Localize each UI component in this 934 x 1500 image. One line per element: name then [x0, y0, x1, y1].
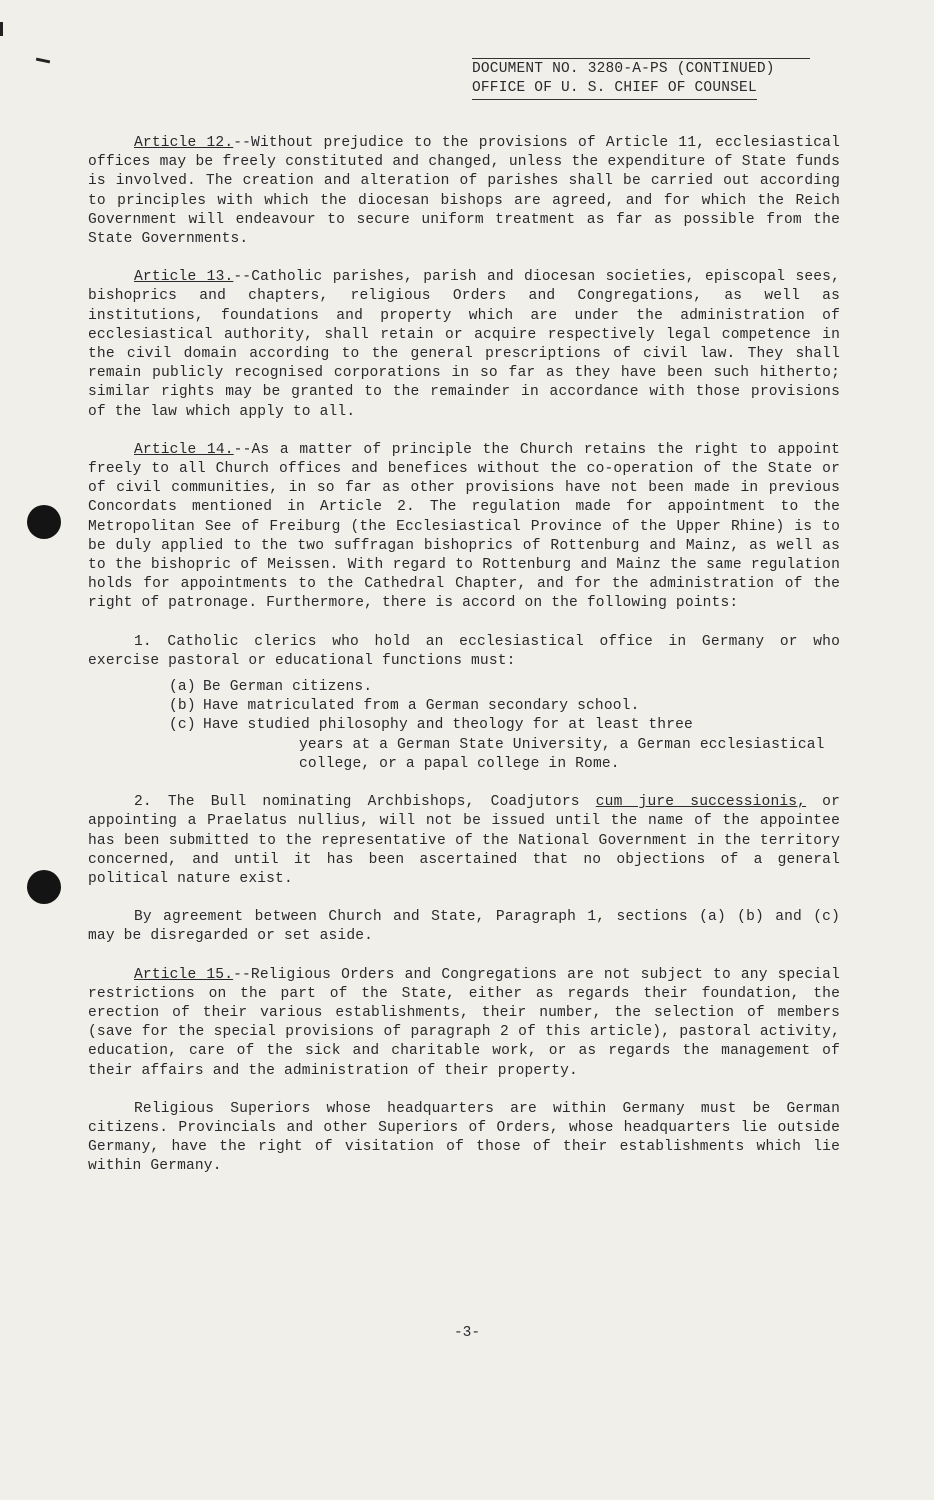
document-header [472, 58, 812, 100]
superiors-paragraph: Religious Superiors whose headquarters are within Germany must be German citizens. Provincials and other Superiors of Orders, whose headquarters lie outside Germany, have the right of visitation of those of their establishments which lie within Germany. [88, 1100, 840, 1175]
punch-hole [27, 505, 61, 539]
latin-phrase: cum jure successionis, [595, 794, 807, 811]
agreement-paragraph: By agreement between Church and State, Paragraph 1, sections (a) (b) and (c) may be disregarded or set aside. [88, 909, 840, 945]
page-number: -3- [453, 1325, 481, 1341]
article-12 [88, 134, 840, 249]
margin-mark [36, 58, 50, 64]
article-14-point-2: 2. The Bull nominating Archbishops, Coadjutors cum jure successionis, or appointing a Praelatus nullius, will not be issued until the name of the appointee has been submitted to the representative of the National Government in the territory concerned, and until it has been ascertained that no objections of a general political nature exist. [88, 794, 840, 887]
punch-hole [27, 870, 61, 904]
requirements-list [88, 678, 840, 774]
office-line: OFFICE OF U. S. CHIEF OF COUNSEL [472, 79, 757, 100]
article-15-title: Article 15. [134, 966, 234, 983]
article-14 [88, 441, 840, 614]
article-12-title: Article 12. [134, 135, 234, 151]
document-number: DOCUMENT NO. 3280-A-PS (CONTINUED) [472, 61, 775, 77]
article-13-text: --Catholic parishes, parish and diocesan societies, episcopal sees, bishoprics and chapters, religious Orders and Congregations, as well as institutions, foundations and property which are under the administration of ecclesiastical authority, shall retain or acquire respectively legal competence in the civil domain according to the general prescriptions of civil law. They shall remain publicly recognised corporations in so far as they have been such hitherto; similar rights may be granted to the remainder in accordance with those provisions of the law which apply to all. [88, 269, 840, 420]
article-14-point-1: 1. Catholic clerics who hold an ecclesiastical office in Germany or who exercise pastoral or educational functions must: [88, 633, 840, 669]
article-13 [88, 268, 840, 422]
article-15-text: --Religious Orders and Congregations are not subject to any special restrictions on the part of the State, either as regards their foundation, the erection of their various establishments, their number, the selection of members (save for the special provisions of paragraph 2 of this article), pastoral activity, education, care of the sick and charitable work, or as regards the management of their affairs and the administration of their property. [88, 966, 840, 1079]
article-14-text: --As a matter of principle the Church retains the right to appoint freely to all Church offices and benefices without the co-operation of the State or of civil communities, in so far as other provisions have not been made in previous Concordats mentioned in Article 2. The regulation made for appointment to the Metropolitan See of Freiburg (the Ecclesiastical Province of the Upper Rhine) is to be duly applied to the two suffragan bishoprics of Rottenburg and Mainz, as well as to the bishopric of Meissen. With regard to Rottenburg and Mainz the same regulation holds for appointments to the Cathedral Chapter, and for the administration of the right of patronage. Furthermore, there is accord on the following points: [88, 441, 841, 612]
margin-mark [0, 22, 3, 36]
article-15 [88, 966, 840, 1081]
article-12-text: --Without prejudice to the provisions of Article 11, ecclesiastical offices may be freely constituted and changed, unless the expenditure of State funds is involved. The creation and alteration of parishes shall be carried out according to principles with which the diocesan bishops are agreed, and for which the Reich Government will endeavour to secure uniform treatment as far as possible from the State Governments. [88, 135, 840, 248]
article-14-title: Article 14. [134, 441, 234, 458]
list-item: (a) Be German citizens. [169, 679, 373, 696]
list-item: (c) Have studied philosophy and theology for at least three years at a German State University, a German ecclesiastical college, or a papal college in Rome. [169, 717, 825, 772]
article-13-title: Article 13. [134, 269, 234, 286]
document-body [88, 134, 840, 1196]
list-item: (b) Have matriculated from a German secondary school. [169, 698, 640, 715]
header-rule [472, 58, 810, 59]
